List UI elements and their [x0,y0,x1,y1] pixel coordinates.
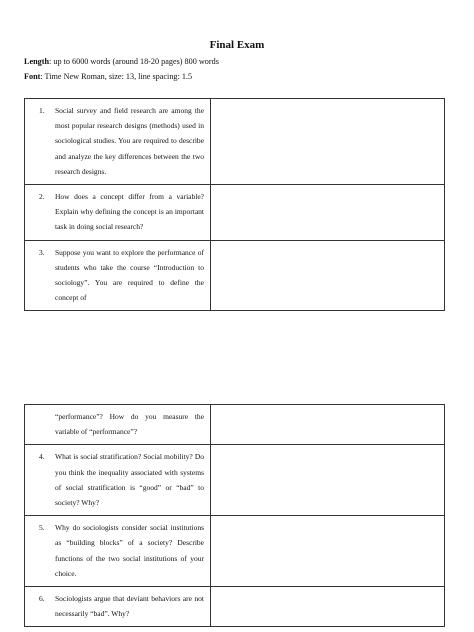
answer-cell-1[interactable] [211,99,445,185]
table-row [25,99,445,185]
question-number: 4. [39,452,45,462]
length-text: : up to 6000 words (around 18-20 pages) 800 words [49,57,219,66]
question-text: Social survey and field research are among the most popular research designs (methods) used in sociological studies. You are required to describe and analyze the key differences between the two research designs. [55,106,204,176]
table-row [25,185,445,241]
questions-table-part2 [24,404,445,627]
table-row [25,240,445,311]
question-cell-6 [25,587,211,627]
answer-cell-5[interactable] [211,516,445,587]
table-row [25,587,445,627]
answer-cell-3-continued[interactable] [211,405,445,445]
answer-cell-3[interactable] [211,240,445,311]
question-cell-3-continued [25,405,211,445]
answer-cell-6[interactable] [211,587,445,627]
question-number: 3. [39,247,45,257]
table-row [25,445,445,516]
question-cell-1 [25,99,211,185]
question-text: “performance”? How do you measure the variable of “performance”? [55,412,204,437]
font-text: : Time New Roman, size: 13, line spacing: 1.5 [40,72,193,81]
question-text: Sociologists argue that deviant behaviors are not necessarily “bad”. Why? [55,594,204,619]
question-number: 1. [39,106,45,115]
exam-title: Final Exam [209,39,265,51]
question-text: How does a concept differ from a variable? Explain why defining the concept is an important task in doing social research? [55,192,204,232]
question-text: What is social stratification? Social mobility? Do you think the inequality associated with systems of social stratification is “good” or “bad” to society? Why? [55,452,204,508]
answer-cell-4[interactable] [211,445,445,516]
questions-table-part1 [24,98,445,311]
table-row [25,405,445,445]
question-cell-2 [25,185,211,241]
question-text: Suppose you want to explore the performance of students who take the course “Introduction to sociology”. You are required to define the concept of [55,247,204,303]
font-line [24,71,192,83]
question-cell-3 [25,240,211,311]
answer-cell-2[interactable] [211,185,445,241]
question-cell-4 [25,445,211,516]
table-row [25,516,445,587]
font-label: Font [24,72,41,81]
question-number: 2. [39,192,45,202]
question-number: 5. [39,523,45,533]
question-cell-5 [25,516,211,587]
question-text: Why do sociologists consider social institutions as “building blocks” of a society? Describe functions of the two social institutions of your choice. [55,523,204,578]
question-number: 6. [39,594,45,604]
length-label: Length [24,57,50,66]
length-line [24,56,219,68]
